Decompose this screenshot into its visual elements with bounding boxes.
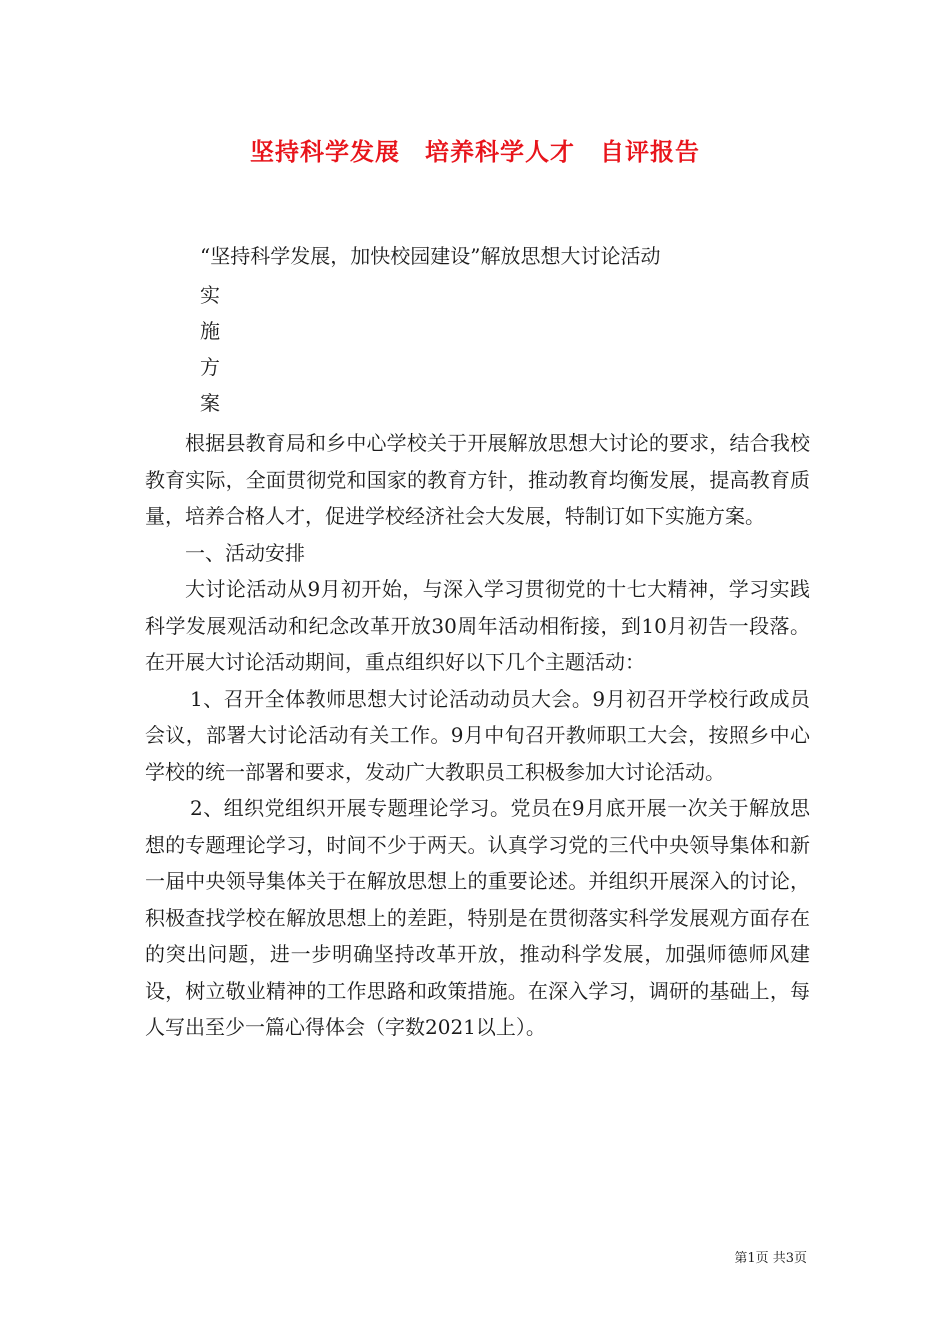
plan-subtitle: “坚持科学发展，加快校园建设”解放思想大讨论活动 <box>200 244 661 268</box>
section-heading: 一、活动安排 <box>185 540 305 565</box>
paragraph-activity: 大讨论活动从9月初开始，与深入学习贯彻党的十七大精神，学习实践科学发展观活动和纪念改革开放30周年活动相衔接，到10月初告一段落。在开展大讨论活动期间，重点组织好以下几个主题活动： <box>145 577 810 674</box>
vertical-char: 案 <box>200 391 220 415</box>
document-title: 坚持科学发展 培养科学人才 自评报告 <box>250 137 700 166</box>
vertical-char: 方 <box>200 355 220 379</box>
paragraph-intro: 根据县教育局和乡中心学校关于开展解放思想大讨论的要求，结合我校教育实际，全面贯彻党和国家的教育方针，推动教育均衡发展，提高教育质量，培养合格人才，促进学校经济社会大发展，特制订如下实施方案。 <box>145 431 810 528</box>
page-number: 第1页 共3页 <box>734 1251 807 1266</box>
document-body <box>145 425 810 1046</box>
vertical-char: 实 <box>200 283 220 307</box>
vertical-char: 施 <box>200 319 220 343</box>
paragraph-item-2: 2、组织党组织开展专题理论学习。党员在9月底开展一次关于解放思想的专题理论学习，时间不少于两天。认真学习党的三代中央领导集体和新一届中央领导集体关于在解放思想上的重要论述。并组织开展深入的讨论，积极查找学校在解放思想上的差距，特别是在贯彻落实科学发展观方面存在的突出问题，进一步明确坚持改革开放，推动科学发展，加强师德师风建设，树立敬业精神的工作思路和政策措施。在深入学习，调研的基础上，每人写出至少一篇心得体会（字数2021以上）。 <box>145 796 810 1039</box>
paragraph-item-1: 1、召开全体教师思想大讨论活动动员大会。9月初召开学校行政成员会议，部署大讨论活动有关工作。9月中旬召开教师职工大会，按照乡中心学校的统一部署和要求，发动广大教职员工积极参加大讨论活动。 <box>145 686 810 784</box>
